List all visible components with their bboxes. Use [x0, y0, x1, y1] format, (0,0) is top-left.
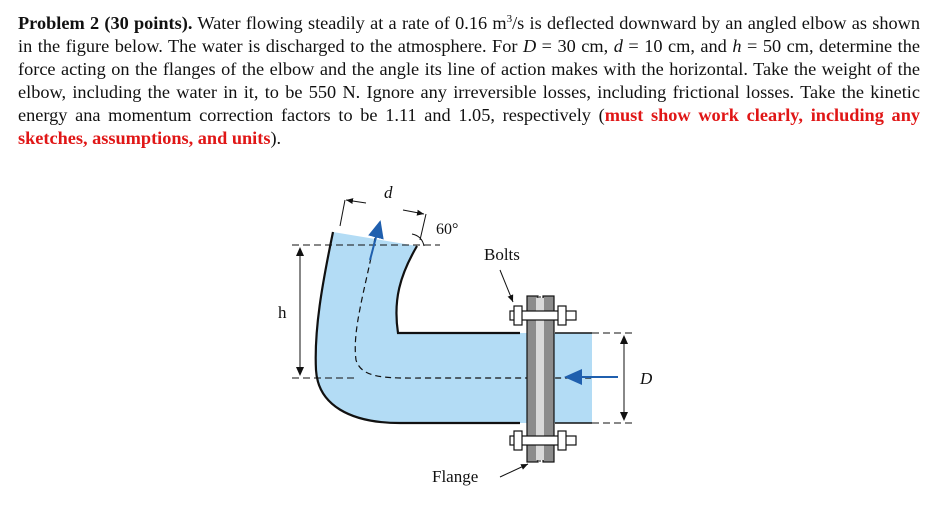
variable-D: D [522, 36, 537, 57]
label-h: h [278, 303, 287, 322]
label-D: D [640, 369, 653, 388]
variable-h: h [732, 36, 742, 57]
label-d: d [384, 183, 393, 202]
superscript-3: 3 [506, 13, 513, 25]
label-flange: Flange [432, 467, 479, 486]
problem-text-4: = 10 cm, and [622, 36, 733, 57]
problem-text-1: Water flowing steadily at a rate of 0.16 m [192, 13, 507, 34]
emphasis-note: must show work clearly, including any sketches, assumptions, and units [18, 105, 921, 149]
label-bolts: Bolts [484, 245, 520, 264]
problem-heading: Problem 2 (30 points). [18, 13, 193, 34]
label-angle: 60° [436, 221, 459, 238]
problem-text-2: /s is deflected downward by an angled elbow as shown in the figure below. The water is discharged to the atmosphere. For [18, 13, 920, 57]
problem-text-5: = 50 cm, determine the force acting on the flanges of the elbow and the angle its line of action makes with the horizontal. Take the weight of the elbow, including the water in it, to be 550 N. Ignore any irreversible losses, including frictional losses. Take the kinetic energy ana momentum correction factors to be 1.11 and 1.05, respectively ( [18, 36, 920, 126]
variable-d: d [613, 36, 623, 57]
problem-text-end: ). [270, 128, 282, 149]
problem-text-3: = 30 cm, [536, 36, 614, 57]
